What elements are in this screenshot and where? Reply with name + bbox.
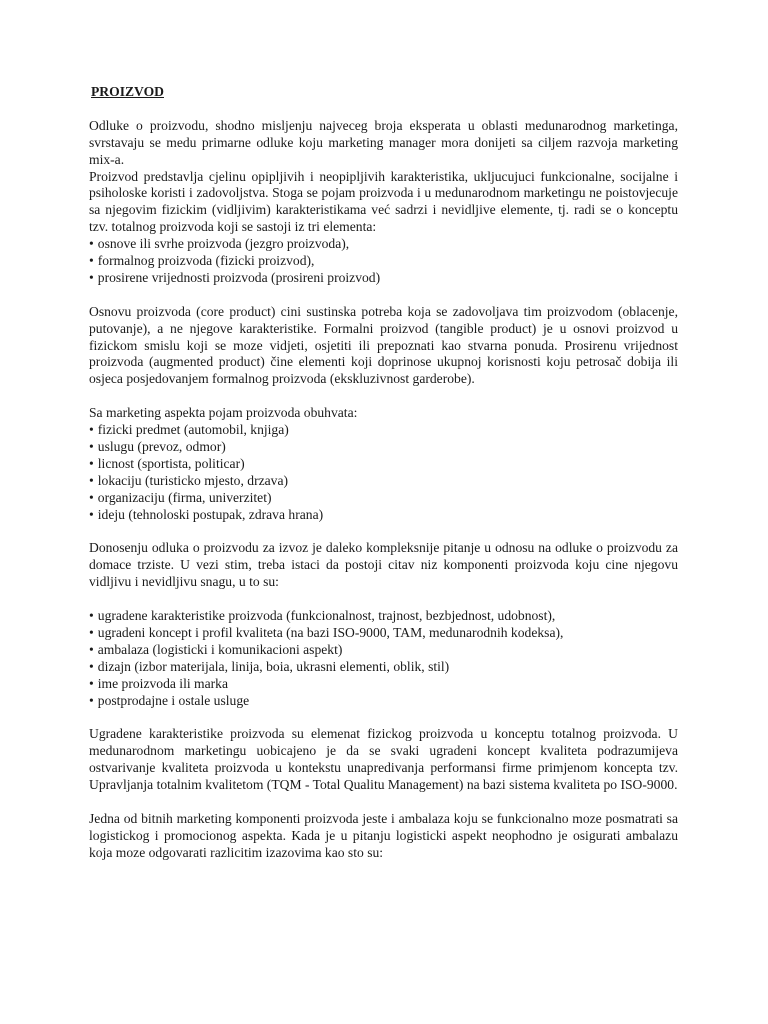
list-item: • licnost (sportista, politicar) xyxy=(89,456,678,473)
list-product-components xyxy=(89,608,678,709)
list-item: • organizaciju (firma, univerzitet) xyxy=(89,490,678,507)
list-item: • ime proizvoda ili marka xyxy=(89,676,678,693)
paragraph-product-definition: Proizvod predstavlja cjelinu opipljivih i neopipljivih karakteristika, ukljucujuci funkcionalne, socijalne i psiholoske koristi i zadovoljstva. Stoga se pojam proizvoda i u medunarodnom marketingu ne poistovjecuje sa njegovim fizickim (vidljivim) karakteristikama već sadrzi i nevidljive elemente, tj. radi se o konceptu tzv. totalnog proizvoda koji se sastoji iz tri elementa: xyxy=(89,168,678,235)
list-product-elements xyxy=(89,236,678,287)
paragraph-intro: Odluke o proizvodu, shodno misljenju najveceg broja eksperata u oblasti medunarodnog marketinga, svrstavaju se medu primarne odluke koju marketing manager mora donijeti sa ciljem razvoja marketing mix-a. xyxy=(89,117,678,167)
list-item: • postprodajne i ostale usluge xyxy=(89,693,678,710)
document-page xyxy=(89,84,678,862)
list-item: • osnove ili svrhe proizvoda (jezgro proizvoda), xyxy=(89,236,678,253)
document-title: PROIZVOD xyxy=(91,84,164,99)
list-item: • ambalaza (logisticki i komunikacioni aspekt) xyxy=(89,642,678,659)
list-item: • ideju (tehnoloski postupak, zdrava hrana) xyxy=(89,507,678,524)
list-item: • uslugu (prevoz, odmor) xyxy=(89,439,678,456)
list-item: • ugradeni koncept i profil kvaliteta (na bazi ISO-9000, TAM, medunarodnih kodeksa), xyxy=(89,625,678,642)
list-item: • formalnog proizvoda (fizicki proizvod), xyxy=(89,253,678,270)
paragraph-built-in-characteristics: Ugradene karakteristike proizvoda su elemenat fizickog proizvoda u konceptu totalnog proizvoda. U medunarodnom marketingu uobicajeno je da se svaki ugradeni koncept kvaliteta podrazumijeva ostvarivanje kvaliteta proizvoda u kontekstu unapredivanja performansi firme primjenom koncepta tzv. Upravljanja totalnim kvalitetom (TQM - Total Qualitu Management) na bazi sistema kvaliteta po ISO-9000. xyxy=(89,726,678,793)
paragraph-marketing-aspect: Sa marketing aspekta pojam proizvoda obuhvata: xyxy=(89,405,358,421)
list-marketing-aspect xyxy=(89,422,678,523)
paragraph-core-product: Osnovu proizvoda (core product) cini sustinska potreba koja se zadovoljava tim proizvodom (oblacenje, putovanje), a ne njegove karakteristike. Formalni proizvod (tangible product) je u osnovi proizvod u fizickom smislu koji se moze vidjeti, osjetiti ili prepoznati kao stvarna ponuda. Prosirenu vrijednost proizvoda (augmented product) čine elementi koji doprinose ukupnoj korisnosti koju petrosač dobija ili osjeca posjedovanjem formalnog proizvoda (ekskluzivnost garderobe). xyxy=(89,303,678,387)
paragraph-export-decisions: Donosenju odluka o proizvodu za izvoz je daleko kompleksnije pitanje u odnosu na odluke o proizvodu za domace trziste. U vezi stim, treba istaci da postoji citav niz komponenti proizvoda koju cine njegovu vidljivu i nevidljivu snagu, u to su: xyxy=(89,540,678,590)
list-item: • dizajn (izbor materijala, linija, boia, ukrasni elementi, oblik, stil) xyxy=(89,659,678,676)
list-item: • fizicki predmet (automobil, knjiga) xyxy=(89,422,678,439)
list-item: • lokaciju (turisticko mjesto, drzava) xyxy=(89,473,678,490)
paragraph-packaging: Jedna od bitnih marketing komponenti proizvoda jeste i ambalaza koju se funkcionalno moze posmatrati sa logistickog i promocionog aspekta. Kada je u pitanju logisticki aspekt neophodno je osigurati ambalazu koja moze odgovarati razlicitim izazovima kao sto su: xyxy=(89,810,678,860)
list-item: • ugradene karakteristike proizvoda (funkcionalnost, trajnost, bezbjednost, udobnost), xyxy=(89,608,678,625)
list-item: • prosirene vrijednosti proizvoda (prosireni proizvod) xyxy=(89,270,678,287)
